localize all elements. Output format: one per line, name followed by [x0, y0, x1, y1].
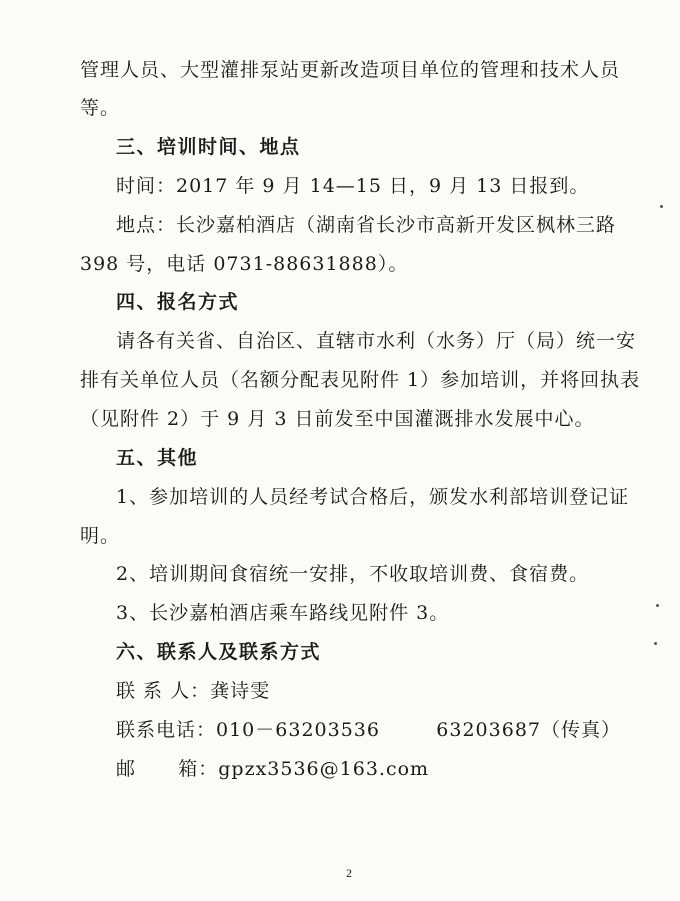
scan-speck	[656, 604, 659, 607]
body-text-line: 管理人员、大型灌排泵站更新改造项目单位的管理和技术人员	[80, 59, 621, 81]
section-heading-3: 三、培训时间、地点	[116, 136, 301, 158]
scan-speck	[660, 205, 663, 208]
body-text-line: （见附件 2）于 9 月 3 日前发至中国灌溉排水发展中心。	[80, 408, 595, 430]
body-text-line: 地点：长沙嘉柏酒店（湖南省长沙市高新开发区枫林三路	[116, 214, 617, 236]
body-text-line: 2、培训期间食宿统一安排，不收取培训费、食宿费。	[116, 563, 590, 585]
scan-speck	[654, 642, 657, 645]
contact-email: 邮 箱：gpzx3536@163.com	[116, 758, 430, 780]
section-heading-5: 五、其他	[116, 447, 199, 469]
section-heading-6: 六、联系人及联系方式	[116, 641, 322, 663]
body-text-line: 明。	[80, 525, 121, 547]
body-text-line: 时间：2017 年 9 月 14—15 日，9 月 13 日报到。	[116, 175, 590, 197]
body-text-line: 3、长沙嘉柏酒店乘车路线见附件 3。	[116, 602, 450, 624]
body-text-line: 请各有关省、自治区、直辖市水利（水务）厅（局）统一安	[116, 330, 637, 352]
body-text-line: 1、参加培训的人员经考试合格后，颁发水利部培训登记证	[116, 486, 630, 508]
body-text-line: 398 号，电话 0731-88631888）。	[80, 253, 409, 275]
body-text-line: 等。	[80, 97, 121, 119]
body-text-line: 排有关单位人员（名额分配表见附件 1）参加培训，并将回执表	[80, 369, 641, 391]
page-number: 2	[346, 866, 352, 880]
contact-person: 联 系 人：龚诗雯	[116, 680, 271, 702]
section-heading-4: 四、报名方式	[116, 291, 240, 313]
contact-phone: 联系电话：010－63203536 63203687（传真）	[116, 719, 621, 741]
